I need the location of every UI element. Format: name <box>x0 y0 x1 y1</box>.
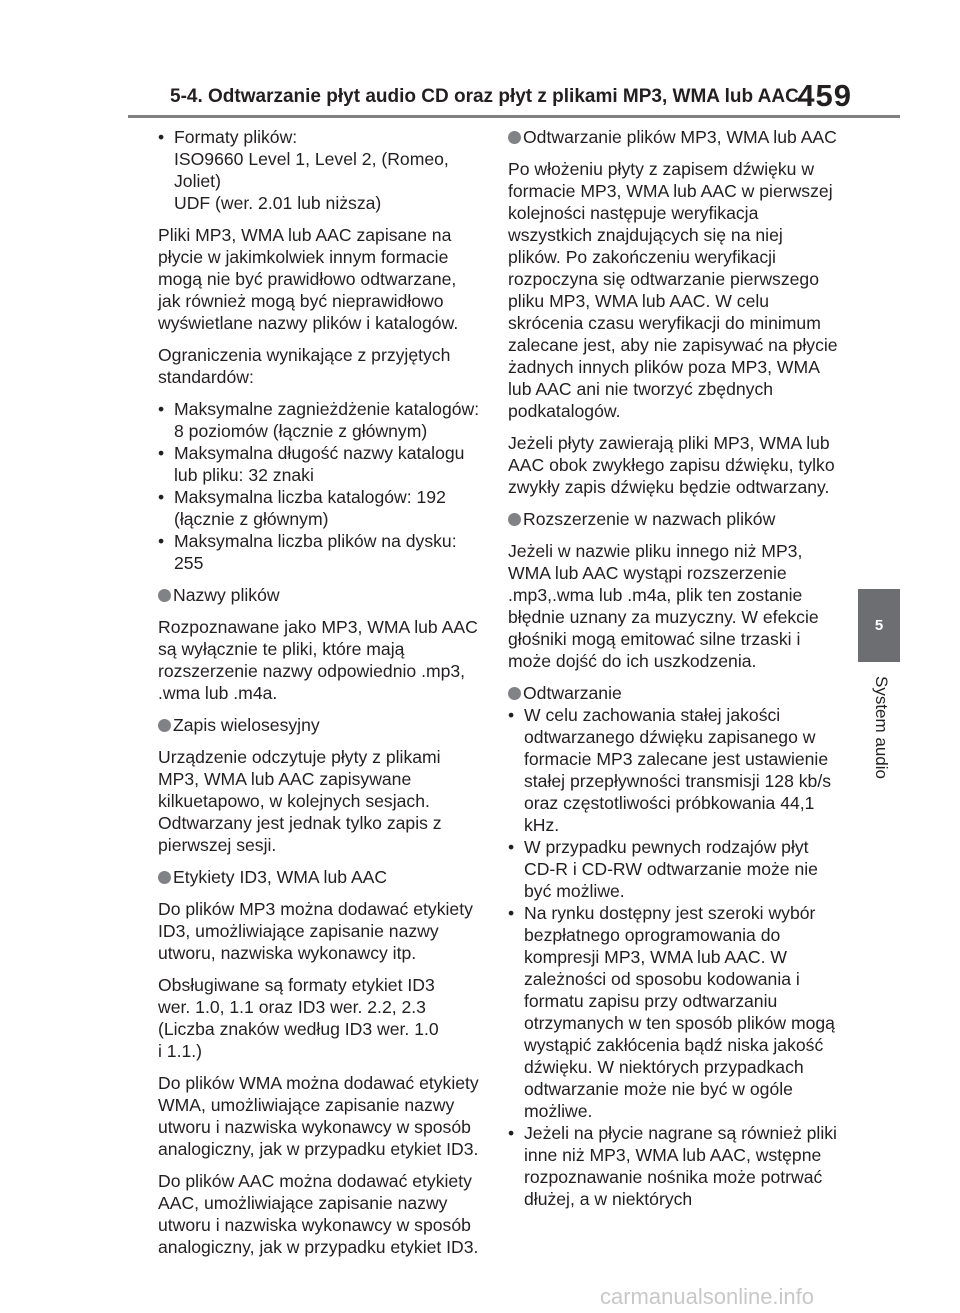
paragraph: Do plików WMA można dodawać etykiety WMA, umożliwiające zapisanie nazwy utworu i nazwiska wykonawcy w sposób analogiczny, jak w przypadku etykiet ID3. <box>158 1073 479 1159</box>
paragraph: Obsługiwane są formaty etykiet ID3 wer. 1.0, 1.1 oraz ID3 wer. 2.2, 2.3 (Liczba znaków według ID3 wer. 1.0 i 1.1.) <box>158 975 439 1061</box>
paragraph: Do plików AAC można dodawać etykiety AAC, umożliwiające zapisanie nazwy utworu i nazwiska wykonawcy w sposób analogiczny, jak w przypadku etykiet ID3. <box>158 1171 479 1257</box>
subheading-multisession: Zapis wielosesyjny <box>158 714 480 736</box>
list-item: • W przypadku pewnych rodzajów płyt CD-R i CD-RW odtwarzanie może nie być możliwe. <box>508 836 840 902</box>
paragraph: Rozpoznawane jako MP3, WMA lub AAC są wyłącznie te pliki, które mają rozszerzenie nazwy odpowiednio .mp3, .wma lub .m4a. <box>158 617 478 703</box>
header-rule <box>128 115 900 118</box>
section-title: 5-4. Odtwarzanie płyt audio CD oraz płyt z plikami MP3, WMA lub AAC <box>170 86 799 107</box>
limits-list <box>158 398 480 574</box>
paragraph: Do plików MP3 można dodawać etykiety ID3, umożliwiające zapisanie nazwy utworu, nazwiska wykonawcy itp. <box>158 899 473 963</box>
list-item: • Maksymalna długość nazwy katalogu lub pliku: 32 znaki <box>158 442 480 486</box>
paragraph: Po włożeniu płyty z zapisem dźwięku w formacie MP3, WMA lub AAC w pierwszej kolejności następuje weryfikacja wszystkich znajdujących się na niej plików. Po zakończeniu weryfikacji rozpoczyna się odtwarzanie pierwszego pliku MP3, WMA lub AAC. W celu skrócenia czasu weryfikacji do minimum zalecane jest, aby nie zapisywać na płycie żadnych innych plików poza MP3, WMA lub AAC ani nie tworzyć zbędnych podkatalogów. <box>508 159 838 421</box>
paragraph: Urządzenie odczytuje płyty z plikami MP3, WMA lub AAC zapisywane kilkuetapowo, w kolejnych sesjach. Odtwarzany jest jednak tylko zapis z pierwszej sesji. <box>158 747 442 855</box>
left-column <box>158 126 480 1268</box>
formats-list <box>158 126 480 214</box>
format-line: ISO9660 Level 1, Level 2, (Romeo, <box>174 149 449 169</box>
bullet-dot-icon <box>158 589 171 602</box>
page-number: 459 <box>797 78 852 113</box>
format-line: UDF (wer. 2.01 lub niższa) <box>174 193 382 213</box>
list-item: • Maksymalna liczba plików na dysku: 255 <box>158 530 480 574</box>
paragraph: Jeżeli w nazwie pliku innego niż MP3, WMA lub AAC wystąpi rozszerzenie .mp3,.wma lub .m4a, plik ten zostanie błędnie uznany za muzyczny. W efekcie głośniki mogą emitować silne trzaski i może dojść do ich uszkodzenia. <box>508 541 819 671</box>
chapter-label: System audio <box>872 676 891 779</box>
bullet-dot-icon <box>508 687 521 700</box>
paragraph: Jeżeli płyty zawierają pliki MP3, WMA lub AAC obok zwykłego zapisu dźwięku, tylko zwykły zapis dźwięku będzie odtwarzany. <box>508 433 835 497</box>
list-item: • W celu zachowania stałej jakości odtwarzanego dźwięku zapisanego w formacie MP3 zalecane jest ustawienie stałej przepływności transmisji 128 kb/s oraz częstotliwości próbkowania 44,1 kHz. <box>508 704 840 836</box>
list-item: • Maksymalne zagnieżdżenie katalogów: 8 poziomów (łącznie z głównym) <box>158 398 480 442</box>
right-column <box>508 126 840 1220</box>
playback-list <box>508 704 840 1210</box>
subheading-extension: Rozszerzenie w nazwach plików <box>508 508 840 530</box>
format-line: Joliet) <box>174 171 221 191</box>
chapter-tab: 5 <box>858 589 900 662</box>
subheading-playback: Odtwarzanie <box>508 682 840 704</box>
subheading-playback-files: Odtwarzanie plików MP3, WMA lub AAC <box>508 126 840 148</box>
bullet-dot-icon <box>508 131 521 144</box>
bullet-dot-icon <box>508 513 521 526</box>
bullet-dot-icon <box>158 871 171 884</box>
page-header <box>126 74 902 114</box>
formats-item: • Formaty plików: ISO9660 Level 1, Level 2, (Romeo, Joliet) UDF (wer. 2.01 lub niższa) <box>158 126 480 214</box>
subheading-tags: Etykiety ID3, WMA lub AAC <box>158 866 480 888</box>
list-item: • Maksymalna liczba katalogów: 192 (łącznie z głównym) <box>158 486 480 530</box>
list-item: • Jeżeli na płycie nagrane są również pliki inne niż MP3, WMA lub AAC, wstępne rozpoznawanie nośnika może potrwać dłużej, a w niektórych <box>508 1122 840 1210</box>
paragraph: Ograniczenia wynikające z przyjętych standardów: <box>158 345 451 387</box>
paragraph: Pliki MP3, WMA lub AAC zapisane na płycie w jakimkolwiek innym formacie mogą nie być prawidłowo odtwarzane, jak również mogą być nieprawidłowo wyświetlane nazwy plików i katalogów. <box>158 225 459 333</box>
watermark: carmanualsonline.info <box>600 1284 815 1309</box>
subheading-file-names: Nazwy plików <box>158 584 480 606</box>
list-item: • Na rynku dostępny jest szeroki wybór bezpłatnego oprogramowania do kompresji MP3, WMA lub AAC. W zależności od sposobu kodowania i formatu zapisu przy odtwarzaniu otrzymanych w ten sposób plików mogą wystąpić zakłócenia bądź niska jakość dźwięku. W niektórych przypadkach odtwarzanie może nie być w ogóle możliwe. <box>508 902 840 1122</box>
bullet-dot-icon <box>158 719 171 732</box>
